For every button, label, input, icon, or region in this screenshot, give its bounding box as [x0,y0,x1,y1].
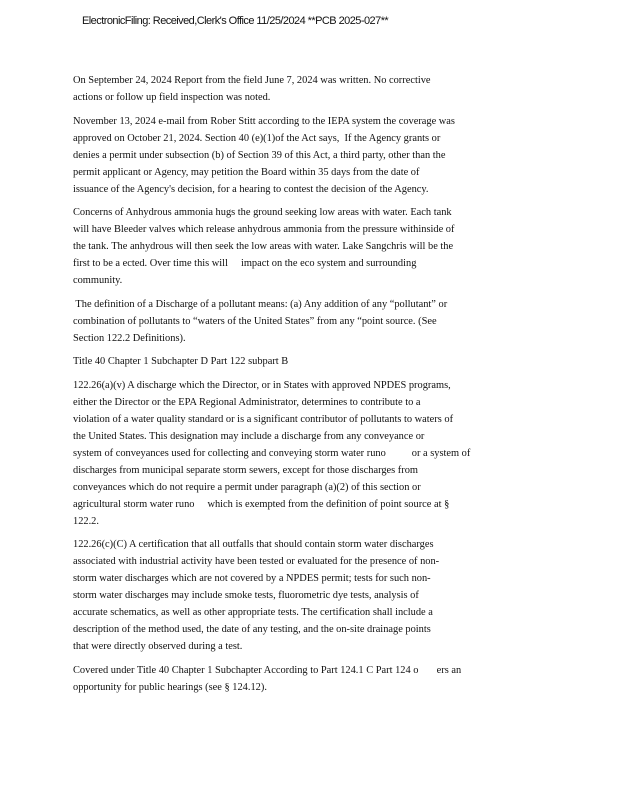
text-line: issuance of the Agency's decision, for a hearing to contest the decision of the Agency. [73,183,429,195]
text-line: opportunity for public hearings (see § 124.12). [73,681,267,693]
text-line: November 13, 2024 e-mail from Rober Stitt according to the IEPA system the coverage was [73,115,455,127]
text-line: combination of pollutants to “waters of the United States” from any “point source. (See [73,315,437,327]
text-line: system of conveyances used for collecting and conveying storm water runo or a system of [73,447,471,459]
text-line: denies a permit under subsection (b) of Section 39 of this Act, a third party, other than the [73,149,446,161]
text-line: The definition of a Discharge of a pollutant means: (a) Any addition of any “pollutant” or [73,298,448,310]
text-line: 122.26(a)(v) A discharge which the Director, or in States with approved NPDES programs, [73,379,451,391]
text-line: Covered under Title 40 Chapter 1 Subchapter According to Part 124.1 C Part 124 o ers an [73,664,462,676]
paragraph-part-124-hearings [73,662,543,696]
text-line: 122.26(c)(C) A certification that all outfalls that should contain storm water discharges [73,539,434,550]
text-line: 122.2. [73,515,99,527]
text-line: discharges from municipal separate storm sewers, except for those discharges from [73,464,418,476]
text-line: agricultural storm water runo which is exempted from the definition of point source at § [73,498,450,510]
text-line: conveyances which do not require a permit under paragraph (a)(2) of this section or [73,481,421,493]
text-line: storm water discharges may include smoke tests, fluorometric dye tests, analysis of [73,590,419,601]
text-line: Title 40 Chapter 1 Subchapter D Part 122 subpart B [73,356,289,367]
text-line: description of the method used, the date of any testing, and the on-site drainage points [73,624,431,635]
document-body [73,72,543,702]
text-line: Section 122.2 Definitions). [73,332,186,344]
text-line: that were directly observed during a test. [73,641,243,652]
paragraph-title-40-heading [73,353,543,370]
text-line: either the Director or the EPA Regional Administrator, determines to contribute to a [73,396,421,408]
text-line: the tank. The anhydrous will then seek the low areas with water. Lake Sangchris will be the [73,241,454,252]
text-line: actions or follow up field inspection was noted. [73,92,271,103]
paragraph-field-report [73,72,543,106]
text-line: accurate schematics, as well as other appropriate tests. The certification shall include a [73,607,433,618]
text-line: will have Bleeder valves which release anhydrous ammonia from the pressure withinside of [73,224,455,235]
text-line: permit applicant or Agency, may petition the Board within 35 days from the date of [73,166,420,178]
text-line: approved on October 21, 2024. Section 40 (e)(1)of the Act says, If the Agency grants or [73,132,441,144]
paragraph-122-26-a-v [73,377,543,530]
text-line: the United States. This designation may include a discharge from any conveyance or [73,430,425,442]
text-line: associated with industrial activity have been tested or evaluated for the presence of non- [73,556,440,567]
text-line: community. [73,275,123,286]
paragraph-email-section-40 [73,113,543,198]
paragraph-discharge-definition [73,296,543,347]
filing-stamp: ElectronicFiling: Received,Clerk's Office 11/25/2024 **PCB 2025-027** [82,15,389,27]
paragraph-122-26-c-c [73,536,543,655]
text-line: storm water discharges which are not covered by a NPDES permit; tests for such non- [73,573,431,584]
text-line: On September 24, 2024 Report from the field June 7, 2024 was written. No corrective [73,75,431,86]
text-line: Concerns of Anhydrous ammonia hugs the ground seeking low areas with water. Each tank [73,207,452,218]
text-line: violation of a water quality standard or is a significant contributor of pollutants to waters of [73,413,454,425]
paragraph-anhydrous-ammonia [73,204,543,289]
text-line: first to be a ected. Over time this will impact on the eco system and surrounding [73,258,417,269]
